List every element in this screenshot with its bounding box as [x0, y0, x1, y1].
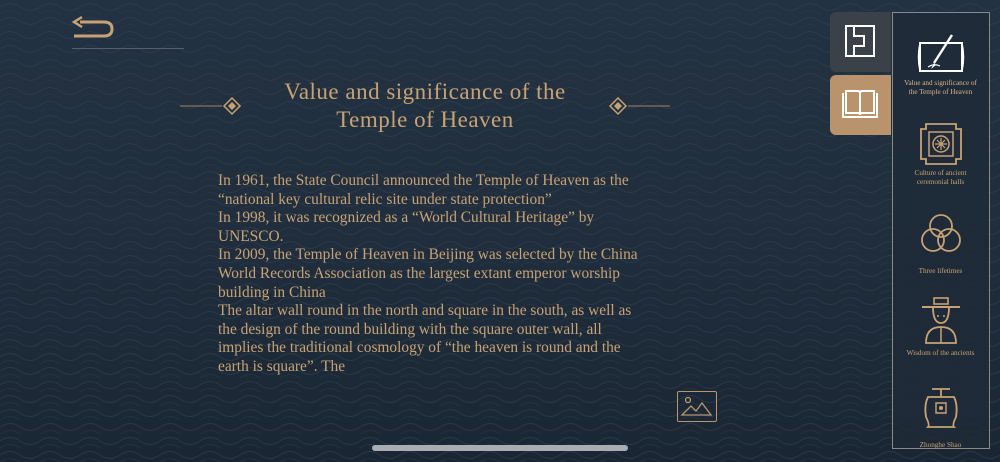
- sidebar-item-label: Wisdom of the ancients: [906, 349, 975, 357]
- title-ornament-left: [180, 96, 242, 116]
- home-indicator[interactable]: [372, 445, 628, 451]
- landscape-image-icon: [678, 392, 715, 420]
- sidebar-item-label: Zhonghe Shao: [919, 441, 962, 449]
- sidebar-item-label: Value and significance of the Temple of Heaven: [904, 79, 977, 96]
- scroll-brush-icon: [916, 33, 966, 77]
- bell-instrument-icon: [918, 385, 964, 429]
- sidebar-item-wisdom-ancients[interactable]: [893, 295, 988, 358]
- back-arrow-icon: [66, 14, 122, 44]
- sidebar-item-value-significance[interactable]: [893, 33, 988, 96]
- three-circles-icon: [918, 211, 964, 257]
- paragraph: The altar wall round in the north and square in the south, as well as the design of the round building with the square outer wall, all implies the traditional cosmology of “the heaven is round and the earth is square”. The: [218, 302, 632, 375]
- map-icon: [844, 24, 876, 58]
- paragraph: In 1998, it was recognized as a “World Cultural Heritage” by UNESCO.: [218, 209, 595, 245]
- sidebar-item-zhonghe-shao[interactable]: [893, 385, 988, 449]
- chapter-sidebar: [892, 12, 990, 449]
- article-body: [218, 172, 648, 378]
- article-header: [180, 78, 670, 138]
- sidebar-item-three-lifetimes[interactable]: [893, 211, 988, 276]
- tab-map[interactable]: [830, 12, 891, 72]
- tab-book[interactable]: [830, 75, 891, 135]
- article-title: Value and significance of the Temple of Heaven: [284, 79, 566, 132]
- sidebar-item-ceremonial-halls[interactable]: [893, 121, 988, 186]
- sidebar-item-label: Culture of ancient ceremonial halls: [914, 169, 967, 186]
- paragraph: In 2009, the Temple of Heaven in Beijing was selected by the China World Records Association as the largest extant emperor worship building in China: [218, 246, 638, 301]
- paragraph: In 1961, the State Council announced the Temple of Heaven as the “national key cultural relic site under state protection”: [218, 172, 629, 208]
- image-gallery-button[interactable]: [677, 391, 717, 422]
- book-icon: [841, 89, 879, 121]
- ceremonial-pattern-icon: [918, 121, 964, 167]
- title-ornament-right: [608, 96, 670, 116]
- scholar-icon: [918, 295, 964, 345]
- back-button[interactable]: [66, 14, 122, 44]
- header-divider: [72, 48, 184, 49]
- sidebar-item-label: Three lifetimes: [918, 267, 963, 275]
